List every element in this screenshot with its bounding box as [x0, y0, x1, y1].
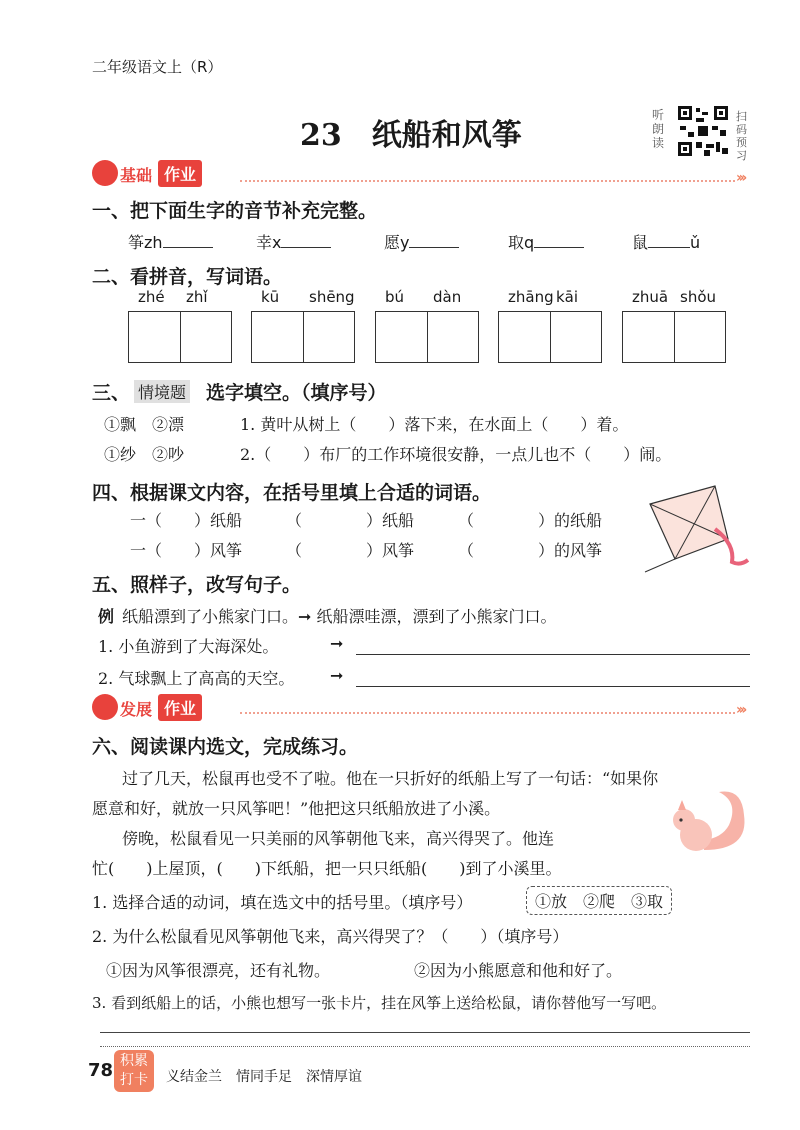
writing-box[interactable]: [251, 311, 355, 363]
badge-line-1: 积累: [120, 1053, 148, 1069]
q1-item: [508, 230, 584, 253]
q1-blank[interactable]: [163, 233, 213, 248]
pinyin-label: kāi: [556, 288, 579, 306]
q1-char: 愿: [384, 233, 401, 252]
q5-example-label: 例: [98, 607, 115, 626]
divider: [240, 180, 735, 182]
page-title: 23 纸船和风筝: [300, 118, 522, 153]
q2-heading: 二、看拼音，写词语。: [92, 266, 283, 288]
qr-left-label: 听朗读: [652, 108, 665, 150]
section-basic-tag: 作业: [158, 160, 202, 187]
q3-number: 三、: [92, 382, 131, 404]
q1-pinyin-suffix: ǔ: [690, 233, 701, 252]
pinyin-label: zhǐ: [186, 288, 208, 306]
q1-item: [632, 230, 700, 253]
qr-right-label: 扫码预习: [736, 110, 747, 162]
writing-box[interactable]: [128, 311, 232, 363]
q1-pinyin-prefix: x: [272, 233, 282, 252]
q1-blank[interactable]: [409, 233, 459, 248]
q6-sub2-option-a: ①因为风筝很漂亮，还有礼物。: [106, 961, 331, 980]
passage-line: 忙( )上屋顶，( )下纸船，把一只只纸船( )到了小溪里。: [92, 859, 562, 878]
section-banner-basic: [92, 160, 242, 186]
section-banner-develop: [92, 694, 242, 720]
pinyin-label: dàn: [433, 288, 462, 306]
q1-item: [256, 230, 331, 253]
q1-char: 幸: [256, 233, 273, 252]
q1-row: [128, 230, 728, 256]
answer-line[interactable]: [100, 1032, 750, 1033]
q3-options-2: ①纱 ②吵: [104, 445, 185, 464]
writing-box[interactable]: [375, 311, 479, 363]
writing-box[interactable]: [622, 311, 726, 363]
arrow-decoration-icon: ›››: [736, 702, 745, 718]
q1-item: [128, 230, 213, 253]
q6-sub1-options: ①放 ②爬 ③取: [526, 886, 672, 915]
passage-line: 愿意和好，就放一只风筝吧！”他把这只纸船放进了小溪。: [92, 799, 501, 818]
q1-pinyin-prefix: y: [400, 233, 410, 252]
pinyin-label: shēng: [309, 288, 355, 306]
section-basic-label: 基础: [120, 166, 153, 185]
answer-line[interactable]: [356, 654, 750, 655]
q1-char: 鼠: [632, 233, 649, 252]
q4-cell: （ ）纸船: [286, 511, 415, 530]
q6-sub3: 3. 看到纸船上的话，小熊也想写一张卡片，挂在风筝上送给松鼠，请你替他写一写吧。: [92, 994, 667, 1012]
q3-question-1: 1. 黄叶从树上（ ）落下来，在水面上（ ）着。: [240, 415, 629, 434]
q1-item: [384, 230, 459, 253]
q5-item-1: 1. 小鱼游到了大海深处。: [98, 637, 279, 656]
badge-line-2: 打卡: [120, 1072, 148, 1088]
q6-sub2: 2. 为什么松鼠看见风筝朝他飞来，高兴得哭了？（ ）（填序号）: [92, 927, 569, 946]
idioms: 义结金兰 情同手足 深情厚谊: [166, 1069, 362, 1085]
writing-box[interactable]: [498, 311, 602, 363]
qr-code[interactable]: [676, 104, 730, 158]
q6-sub1: 1. 选择合适的动词，填在选文中的括号里。（填序号）: [92, 893, 473, 912]
q4-cell: 一（ ）纸船: [130, 511, 243, 530]
section-develop-tag: 作业: [158, 694, 202, 721]
answer-line-dotted[interactable]: [100, 1046, 750, 1047]
passage-line: 过了几天，松鼠再也受不了啦。他在一只折好的纸船上写了一句话：“如果你: [122, 769, 659, 788]
q4-cell: （ ）风筝: [286, 541, 415, 560]
arrow-icon: ➞: [330, 666, 344, 685]
q4-cell: （ ）的风筝: [458, 541, 603, 560]
q1-pinyin-prefix: zh: [144, 233, 163, 252]
grade-label: 二年级语文上（R）: [92, 58, 223, 76]
section-develop-label: 发展: [120, 700, 153, 719]
pinyin-label: bú: [385, 288, 405, 306]
q1-char: 取: [508, 233, 525, 252]
squirrel-illustration: [664, 780, 754, 864]
lightbulb-icon: [92, 160, 118, 186]
q1-pinyin-prefix: q: [524, 233, 535, 252]
q3-heading: 选字填空。（填序号）: [206, 382, 387, 404]
pinyin-label: zhuā: [632, 288, 669, 306]
divider: [240, 712, 735, 714]
q5-example: 纸船漂到了小熊家门口。➞ 纸船漂哇漂，漂到了小熊家门口。: [122, 607, 557, 626]
q6-heading: 六、阅读课内选文，完成练习。: [92, 736, 359, 758]
kite-illustration: [640, 484, 750, 578]
pinyin-label: kū: [261, 288, 280, 306]
q1-blank[interactable]: [534, 233, 584, 248]
passage-line: 傍晚，松鼠看见一只美丽的风筝朝他飞来，高兴得哭了。他连: [122, 829, 555, 848]
q5-item-2: 2. 气球飘上了高高的天空。: [98, 669, 295, 688]
arrow-icon: ➞: [330, 634, 344, 653]
q1-char: 筝: [128, 233, 145, 252]
pinyin-label: shǒu: [680, 288, 717, 306]
q1-heading: 一、把下面生字的音节补充完整。: [92, 200, 378, 222]
page-number: 78: [88, 1060, 114, 1081]
q6-sub2-option-b: ②因为小熊愿意和他和好了。: [414, 961, 623, 980]
q1-blank[interactable]: [648, 233, 690, 248]
pinyin-label: zhāng: [508, 288, 554, 306]
q4-cell: 一（ ）风筝: [130, 541, 243, 560]
q4-heading: 四、根据课文内容，在括号里填上合适的词语。: [92, 482, 492, 504]
badge-accumulate: [114, 1050, 154, 1092]
q3-scenario-tag: 情境题: [134, 380, 190, 403]
answer-line[interactable]: [356, 686, 750, 687]
q3-question-2: 2.（ ）布厂的工作环境很安静，一点儿也不（ ）闹。: [240, 445, 672, 464]
q4-cell: （ ）的纸船: [458, 511, 603, 530]
q5-heading: 五、照样子，改写句子。: [92, 574, 302, 596]
q1-blank[interactable]: [281, 233, 331, 248]
lightbulb-icon: [92, 694, 118, 720]
arrow-decoration-icon: ›››: [736, 170, 745, 186]
pinyin-label: zhé: [138, 288, 165, 306]
q3-options-1: ①飘 ②漂: [104, 415, 185, 434]
